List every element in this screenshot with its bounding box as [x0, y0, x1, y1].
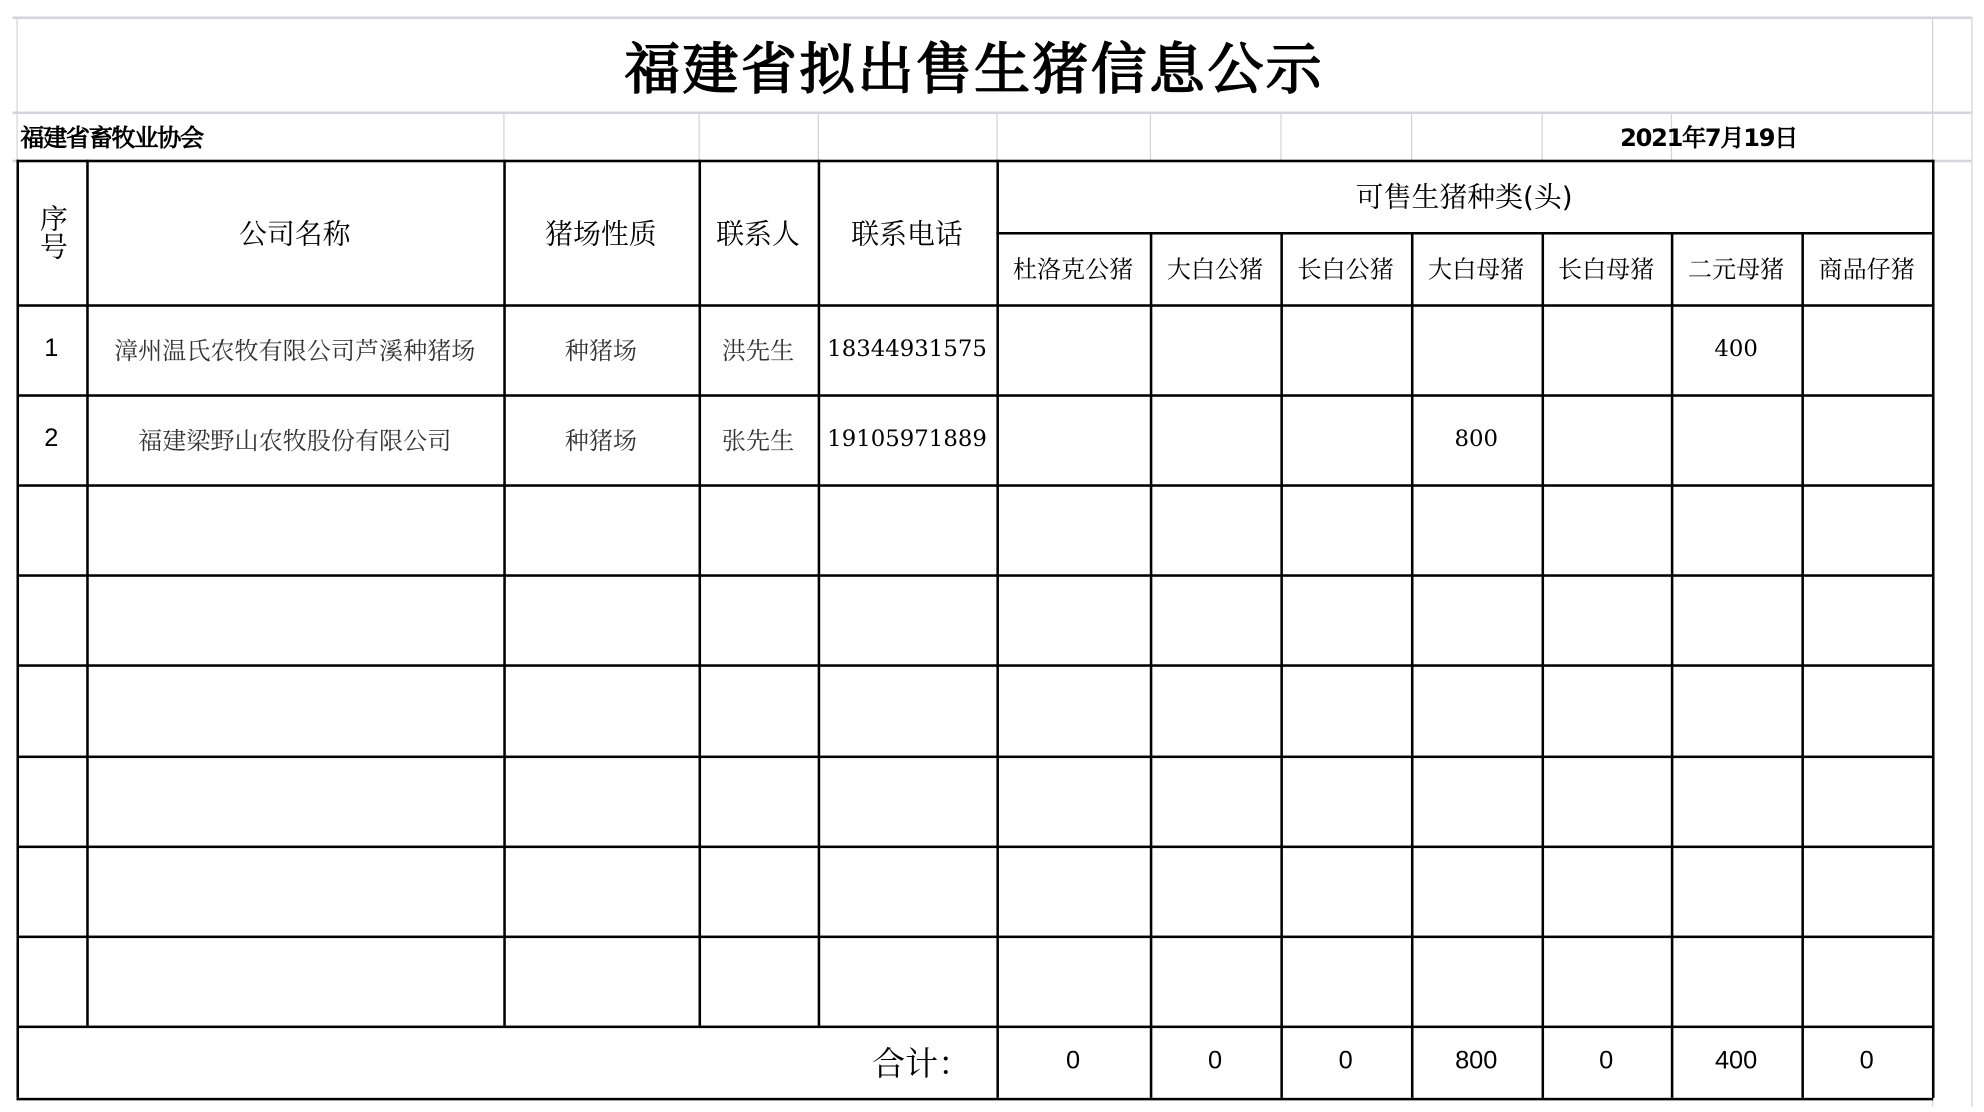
- total-value[interactable]: [1150, 1026, 1281, 1098]
- row-count[interactable]: [1411, 304, 1542, 394]
- grid-line: [1411, 112, 1412, 160]
- row-farm-type-text: 种猪场: [564, 337, 638, 366]
- row-farm-type[interactable]: [503, 394, 698, 484]
- row-seq[interactable]: [16, 304, 86, 394]
- grid-line: [16, 936, 1933, 938]
- header-breed-text: 商品仔猪: [1818, 256, 1915, 284]
- row-count[interactable]: [1150, 394, 1281, 484]
- grid-line: [699, 112, 700, 160]
- header-breed[interactable]: [1150, 232, 1281, 304]
- row-count-text: 800: [1454, 425, 1499, 453]
- header-phone-text: 联系电话: [851, 218, 963, 251]
- row-count[interactable]: [996, 394, 1149, 484]
- row-count[interactable]: [1801, 304, 1932, 394]
- total-value[interactable]: [996, 1026, 1149, 1098]
- grid-line: [16, 1098, 1933, 1100]
- grid-line: [16, 484, 1933, 486]
- row-count[interactable]: [1542, 304, 1671, 394]
- header-farm-type-text: 猪场性质: [545, 218, 657, 251]
- row-phone[interactable]: [818, 304, 997, 394]
- header-seq[interactable]: [16, 160, 86, 305]
- grid-line: [1280, 112, 1281, 160]
- total-value-text: 0: [1599, 1047, 1614, 1076]
- grid-line: [1150, 112, 1151, 160]
- date-label[interactable]: [1542, 112, 1932, 160]
- total-label[interactable]: [16, 1026, 996, 1098]
- header-company[interactable]: [86, 160, 503, 305]
- header-farm-type[interactable]: [503, 160, 698, 305]
- grid-line: [1932, 160, 1934, 1098]
- row-phone[interactable]: [818, 394, 997, 484]
- total-value[interactable]: [1801, 1026, 1932, 1098]
- total-value-text: 0: [1338, 1047, 1353, 1076]
- row-seq[interactable]: [16, 394, 86, 484]
- date-label-text: 2021年7月19日: [1620, 123, 1798, 152]
- row-count[interactable]: [1280, 394, 1411, 484]
- grid-line: [503, 112, 504, 160]
- header-breed-group-text: 可售生猪种类(头): [1355, 182, 1573, 215]
- row-farm-type-text: 种猪场: [564, 427, 638, 456]
- grid-line: [16, 574, 1933, 576]
- header-breed-text: 大白母猪: [1428, 256, 1525, 284]
- page-title-text: 福建省拟出售生猪信息公示: [624, 37, 1325, 103]
- row-count[interactable]: [1671, 394, 1802, 484]
- row-phone-text: 19105971889: [827, 425, 987, 453]
- header-breed-text: 杜洛克公猪: [1012, 256, 1134, 284]
- header-breed-text: 大白公猪: [1166, 256, 1264, 284]
- header-breed[interactable]: [1542, 232, 1671, 304]
- total-value-text: 800: [1455, 1047, 1498, 1076]
- row-company[interactable]: [86, 304, 503, 394]
- grid-line: [16, 756, 1933, 758]
- row-company-text: 漳州温氏农牧有限公司芦溪种猪场: [114, 337, 476, 366]
- row-count[interactable]: [1411, 394, 1542, 484]
- header-breed[interactable]: [996, 232, 1149, 304]
- total-value-text: 0: [1208, 1047, 1223, 1076]
- grid-line: [16, 846, 1933, 848]
- total-value-text: 400: [1714, 1047, 1758, 1076]
- header-breed[interactable]: [1801, 232, 1932, 304]
- grid-line: [1971, 16, 1972, 1106]
- header-contact-text: 联系人: [716, 218, 800, 251]
- header-breed-text: 二元母猪: [1687, 256, 1785, 284]
- row-contact-text: 张先生: [721, 427, 795, 456]
- row-contact[interactable]: [699, 394, 818, 484]
- row-seq-text: 2: [44, 424, 59, 453]
- row-count[interactable]: [1801, 394, 1932, 484]
- header-breed[interactable]: [1671, 232, 1802, 304]
- row-contact-text: 洪先生: [721, 337, 795, 366]
- header-contact[interactable]: [699, 160, 818, 305]
- header-seq-text: 序号: [35, 204, 68, 260]
- row-company-text: 福建梁野山农牧股份有限公司: [138, 427, 452, 456]
- header-breed-text: 长白公猪: [1297, 256, 1394, 284]
- row-company[interactable]: [86, 394, 503, 484]
- organization-name-text: 福建省畜牧业协会: [20, 123, 203, 152]
- row-contact[interactable]: [699, 304, 818, 394]
- row-count-text: 400: [1714, 335, 1758, 363]
- header-breed-text: 长白母猪: [1557, 256, 1655, 284]
- row-seq-text: 1: [44, 334, 59, 363]
- header-company-text: 公司名称: [238, 218, 351, 251]
- row-count[interactable]: [996, 304, 1149, 394]
- total-value[interactable]: [1280, 1026, 1411, 1098]
- header-breed-group[interactable]: [996, 160, 1932, 232]
- total-value[interactable]: [1671, 1026, 1802, 1098]
- row-phone-text: 18344931575: [827, 335, 987, 363]
- grid-line: [16, 664, 1933, 666]
- header-breed[interactable]: [1280, 232, 1411, 304]
- total-label-text: 合计：: [872, 1045, 972, 1084]
- total-value[interactable]: [1542, 1026, 1671, 1098]
- page-title[interactable]: [16, 16, 1931, 111]
- total-value-text: 0: [1066, 1047, 1081, 1076]
- grid-line: [996, 112, 997, 160]
- row-farm-type[interactable]: [503, 304, 698, 394]
- row-count[interactable]: [1280, 304, 1411, 394]
- header-phone[interactable]: [818, 160, 997, 305]
- header-breed[interactable]: [1411, 232, 1542, 304]
- organization-name[interactable]: [20, 112, 503, 160]
- total-value[interactable]: [1411, 1026, 1542, 1098]
- total-value-text: 0: [1859, 1047, 1874, 1076]
- row-count[interactable]: [1671, 304, 1802, 394]
- row-count[interactable]: [1542, 394, 1671, 484]
- grid-line: [818, 112, 819, 160]
- row-count[interactable]: [1150, 304, 1281, 394]
